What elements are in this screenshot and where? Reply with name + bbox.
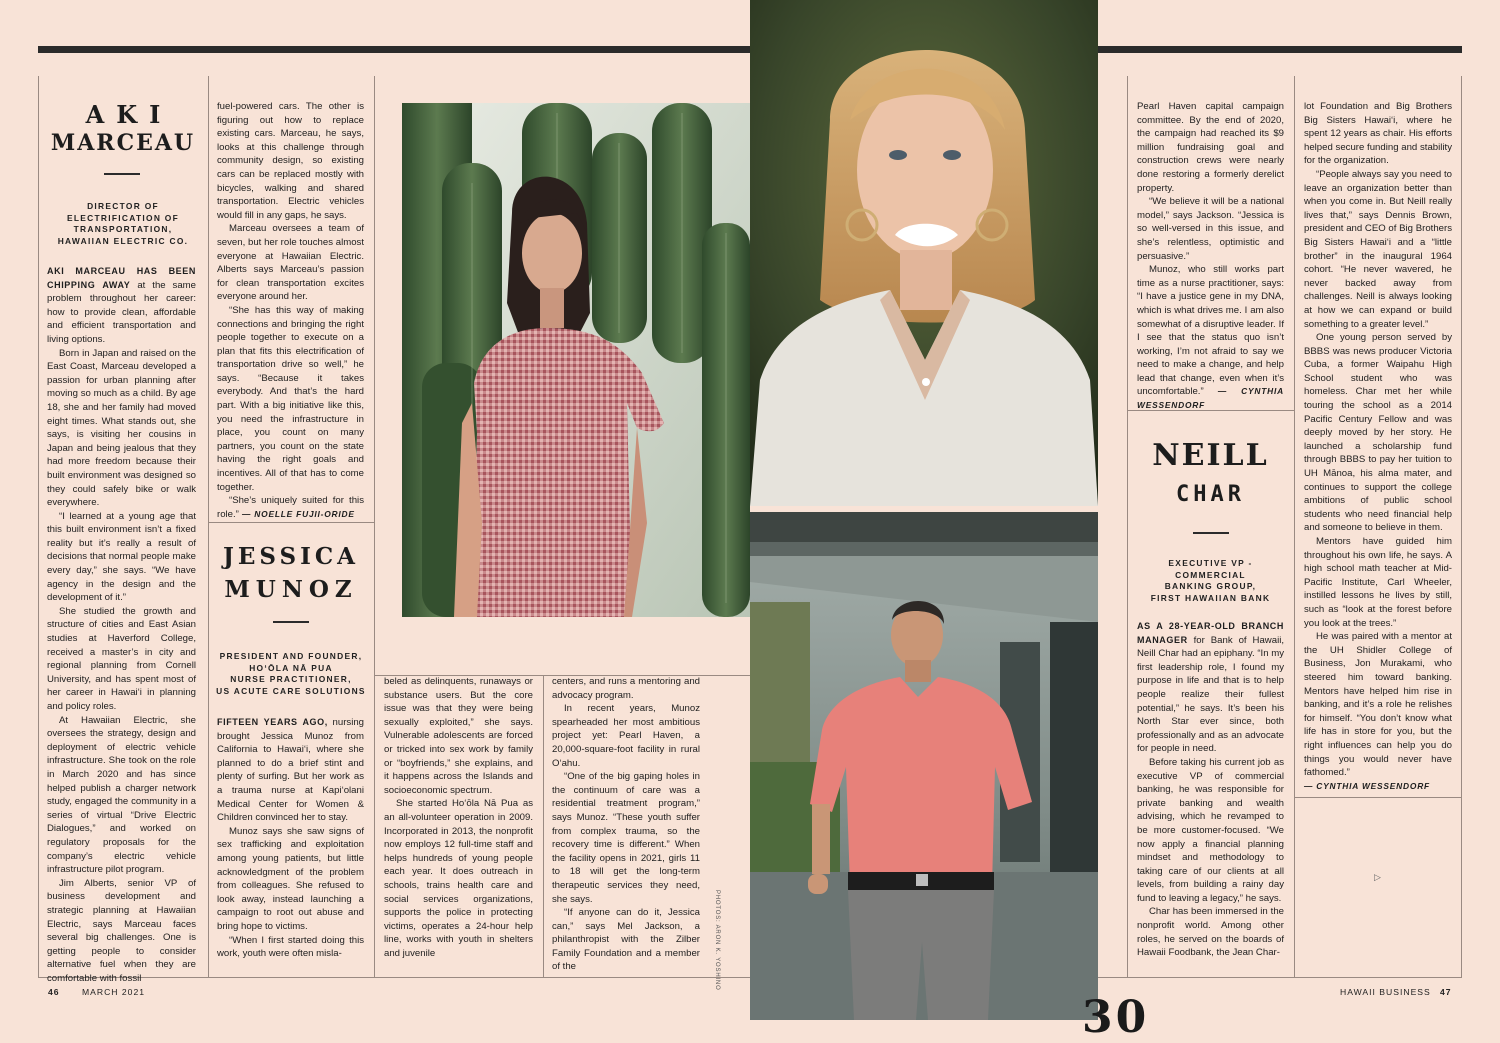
aki-article-col-1 <box>47 265 197 984</box>
jessica-article-col-1 <box>217 716 364 966</box>
jessica-paragraph <box>1137 263 1284 413</box>
aki-paragraph: Born in Japan and raised on the East Coast, Marceau developed a passion for urban planning after moving so much as a child. By age 18, she and her family had moved eight times. What stands out, she says, is visiting her cousins in Japan and being jealous that they had more freedom because their built environment was designed so they could safely bike or walk everywhere. <box>47 347 196 509</box>
neill-paragraph: Before taking his current job as executive VP of commercial banking, he was responsible for private banking and wealth advising, which he revamped to be more customer-focused. “We now apply a financial planning mindset and methodology to taking care of our clients at all levels, from building a rainy day fund to leaving a legacy,” he says. <box>1137 756 1284 904</box>
neill-char-photo <box>750 512 1098 1020</box>
aki-paragraph: fuel-powered cars. The other is figuring out how to replace existing cars. Marceau, he says, looks at this challenge through community design, so existing cars can be replaced mostly with bicycles, walking and shared transportation. Electric vehicles would fill in any gaps, he says. <box>217 101 364 221</box>
neill-paragraph: Char has been immersed in the nonprofit world. Among other roles, he served on the boards of Hawaii Foodbank, the Jean Char- <box>1137 906 1284 959</box>
jessica-text: Munoz, who still works part time as a nurse practitioner, says: “I have a justice gene in my DNA, which is what drives me. I am also somewhat of a disruptive leader. If I see that the status quo isn’t working, I’m not afraid to say we need to make a change, and help lead that change, even when it’s uncomfortable.” <box>1137 264 1284 398</box>
frame-left <box>38 76 39 978</box>
jessica-paragraph <box>217 716 364 825</box>
divider-aki-cols <box>208 76 209 978</box>
aki-paragraph: “I learned at a young age that this built environment isn’t a fixed reality but it’s really a result of decisions that normal people make every day,” she says. “We have agency in the design and the development of it.” <box>47 510 196 604</box>
bottom-list-number: 30 <box>1082 992 1150 1043</box>
aki-first-name: AKI <box>85 100 173 129</box>
aki-paragraph <box>47 265 196 347</box>
top-rule-right <box>1098 46 1462 53</box>
neill-paragraph: lot Foundation and Big Brothers Big Sisters Hawai‘i, where he spent 12 years as chair. His efforts helped secure funding and stability for the organization. <box>1304 101 1452 167</box>
continue-arrow-icon: ▷ <box>1374 872 1381 882</box>
issue-date: MARCH 2021 <box>82 987 146 997</box>
page-number-left: 46 <box>48 987 60 997</box>
aki-paragraph: At Hawaiian Electric, she oversees the strategy, design and deployment of electric vehicle infrastructure. She took on the role in March 2020 and has since helped publish a charger network study, engaged the community in a series of virtual “Drive Electric Dialogues,” and worked on regulatory proposals for the company’s electric vehicle infrastructure pilot program. <box>47 714 196 876</box>
photo-credit: PHOTOS: ARON K. YOSHINO <box>714 890 720 991</box>
jessica-paragraph: “If anyone can do it, Jessica can,” says Mel Jackson, a philanthropist with the Zilber Family Foundation and a member of the <box>552 907 700 973</box>
neill-title-line: FIRST HAWAIIAN BANK <box>1150 592 1271 603</box>
jessica-paragraph: In recent years, Munoz spearheaded her most ambitious project yet: Pearl Haven, a 20,000-square-foot facility in rural O‘ahu. <box>552 703 700 769</box>
divider-aki-jessica <box>374 76 375 978</box>
aki-text: at the same problem throughout her career: how to provide clean, affordable and efficient transportation and living options. <box>47 279 197 345</box>
page-number-right: 47 <box>1440 987 1452 997</box>
neill-article-col-1 <box>1137 620 1284 967</box>
neill-signature-line <box>1304 780 1452 794</box>
neill-title-line: EXECUTIVE VP - <box>1168 558 1253 568</box>
frame-bottom-right <box>1098 977 1462 978</box>
aki-paragraph: “She has this way of making connections and bringing the right people together to execute on a plan that fits this electrification of transportation drive so well,” he says. “Because it takes everybody. And that’s the hard part. With a big initiative like this, you need the infrastructure in place, you count on many partners, you count on the state having the right goals and incentives. All of that has to come together. <box>217 304 364 493</box>
neill-first-name: NEILL <box>1152 438 1269 473</box>
jessica-name-dash <box>273 621 309 623</box>
aki-title-line: TRANSPORTATION, <box>73 224 173 234</box>
aki-title-line: DIRECTOR OF <box>87 201 159 211</box>
jessica-first-name: JESSICA <box>222 543 360 570</box>
aki-last-name: MARCEAU <box>50 130 196 156</box>
divider-right-cols <box>1127 76 1128 978</box>
neill-paragraph: “People always say you need to leave an organization better than when you come in. But Neill really lives that,” says Dennis Brown, president and CEO of Big Brothers Big Sisters Hawai‘i and a “little brother” in the inaugural 1964 cohort. “He never wavered, he never backed away from challenges. Neill is always looking at how we can expand or build something to a greater level.” <box>1304 168 1452 330</box>
jessica-article-col-3 <box>552 675 700 973</box>
divider-neill-end <box>1294 797 1461 798</box>
top-rule-left <box>38 46 750 53</box>
divider-right-2 <box>1294 76 1295 978</box>
jessica-last-name: MUNOZ <box>224 576 358 603</box>
aki-paragraph: Jim Alberts, senior VP of business development and strategic planning at Hawaiian Electric, says Marceau faces several big challenges. One is getting people to consider alternative fuel when they are comfortable with fossil <box>47 877 196 984</box>
aki-title-line: ELECTRIFICATION OF <box>66 212 180 223</box>
jessica-paragraph: She started Ho‘ōla Nā Pua as an all-volunteer operation in 2009. Incorporated in 2013, the nonprofit now employs 12 full-time staff and helps hundreds of young people each year. It does outreach in schools, trains health care and social services organizations, supports the police in protecting victims, operates a 24-hour help line, works with youth in shelters and juvenile <box>384 798 533 959</box>
jessica-signature: — CYNTHIA WESSENDORF <box>1137 386 1284 411</box>
aki-job-title <box>40 201 206 247</box>
divider-jessica-top <box>208 522 374 523</box>
jessica-text: nursing brought Jessica Munoz from California to Hawai‘i, where she planned to do a brief stint and plenty of surfing. But her work as a trauma nurse at Kapi‘olani Medical Center for Women & Children convinced her to stay. <box>217 717 364 824</box>
jessica-paragraph: Munoz says she saw signs of sex trafficking and exploitation among young patients, but little acknowledgment of the problem from colleagues. She refused to look away, instead launching a campaign to root out abuse and bring hope to victims. <box>217 825 364 932</box>
aki-name-dash <box>104 173 140 175</box>
neill-title-line: BANKING GROUP, <box>1164 581 1257 591</box>
neill-job-title <box>1127 558 1294 604</box>
divider-jessica-2 <box>543 675 544 977</box>
aki-photo-illustration <box>402 103 750 617</box>
jessica-paragraph: Pearl Haven capital campaign committee. By the end of 2020, the campaign had reached its $9 million fundraising goal and construction crews were nearly done restoring a formerly derelict property. <box>1137 101 1284 194</box>
neill-paragraph: One young person served by BBBS was news producer Victoria Cuba, a former Waipahu High School student who was homeless. Char met her while touring the school as a 2014 Pacific Century Fellow and was deeply moved by her story. He launched a scholarship fund through BBBS to pay her tuition to UH Mānoa, his alma mater, and continues to support the college ambitions of public school students who need financial help and someone to believe in them. <box>1304 332 1452 534</box>
jessica-paragraph: “One of the big gaping holes in the continuum of care was a residential treatment program,” says Munoz. “These youth suffer from complex trauma, so the recovery time is different.” When the facility opens in 2021, girls 11 to 18 will get the long-term therapeutic services they need, she says. <box>552 771 700 905</box>
aki-text: “She’s uniquely suited for this role.” <box>217 495 364 520</box>
jessica-title-line: NURSE PRACTITIONER, <box>230 674 352 684</box>
neill-last-name: CHAR <box>1176 482 1245 507</box>
neill-paragraph <box>1137 620 1284 756</box>
jessica-photo-illustration <box>750 0 1098 506</box>
jessica-paragraph: beled as delinquents, runaways or substance users. But the core issue was that they were being sexually exploited,” she says. Vulnerable adolescents are forced or tricked into sex work by family or “boyfriends,” she explains, and it happens across the Islands and socioeconomic spectrum. <box>384 676 533 796</box>
neill-lead-in: AS A 28-YEAR-OLD BRANCH MANAGER <box>1137 621 1284 645</box>
neill-title-line: COMMERCIAL <box>1175 569 1246 580</box>
aki-title-line: HAWAIIAN ELECTRIC CO. <box>57 235 189 246</box>
neill-name-dash <box>1193 532 1229 534</box>
aki-paragraph: She studied the growth and structure of cities and East Asian studies at Haverford College, received a master’s in city and regional planning from Cornell University, and has spent most of her career in Hawai‘i in planning and policy roles. <box>47 605 196 712</box>
jessica-title-line: HO‘ŌLA NĀ PUA <box>249 662 333 673</box>
aki-signature: — NOELLE FUJII-ORIDE <box>238 508 355 519</box>
jessica-paragraph: “When I first started doing this work, youth were often misla- <box>217 934 364 960</box>
frame-right <box>1461 76 1462 978</box>
jessica-lead-in: FIFTEEN YEARS AGO, <box>217 717 328 727</box>
jessica-paragraph: “We believe it will be a national model,” says Jackson. “Jessica is so well-versed in this issue, and she’s relentless, optimistic and persuasive.” <box>1137 196 1284 262</box>
jessica-title-line: US ACUTE CARE SOLUTIONS <box>216 685 366 696</box>
jessica-article-col-4 <box>1137 100 1284 411</box>
jessica-article-col-2 <box>384 675 533 967</box>
aki-article-col-2 <box>217 100 364 520</box>
aki-paragraph: Marceau oversees a team of seven, but her role touches almost everyone at Hawaiian Electric. Alberts says Marceau’s passion for clean transportation excites everyone around her. <box>217 223 364 303</box>
jessica-paragraph: centers, and runs a mentoring and advocacy program. <box>552 676 700 701</box>
jessica-munoz-photo <box>750 0 1098 506</box>
jessica-title-line: PRESIDENT AND FOUNDER, <box>219 651 363 661</box>
jessica-job-title <box>208 651 374 697</box>
magazine-name: HAWAII BUSINESS <box>1340 987 1431 997</box>
aki-lead-in: AKI MARCEAU HAS BEEN CHIPPING AWAY <box>47 266 196 290</box>
neill-photo-illustration <box>750 512 1098 1020</box>
aki-marceau-photo <box>402 103 750 617</box>
aki-paragraph <box>217 494 364 521</box>
neill-signature: — CYNTHIA WESSENDORF <box>1304 780 1430 791</box>
neill-paragraph: Mentors have guided him throughout his own life, he says. A high school math teacher at Mid-Pacific Institute, Carl Wheeler, instilled lessons he lives by still, such as “look at the forest before you look at the trees.” <box>1304 536 1452 629</box>
neill-paragraph: He was paired with a mentor at the UH Shidler College of Business, Jon Murakami, who steered him toward banking. Mentors have helped him rise in banking, and it’s a role he relishes for himself. “You don’t know what life has in store for you, but the right influences can help you do things you would never have fathomed.” <box>1304 631 1452 779</box>
neill-article-col-2 <box>1304 100 1452 790</box>
neill-text: for Bank of Hawaii, Neill Char had an epiphany. “In my first leadership role, I found my purpose in life and that is to help people realize their fullest potential,” he says. It’s been his North Star ever since, both professionally and as an advocate for people in need. <box>1137 634 1285 755</box>
